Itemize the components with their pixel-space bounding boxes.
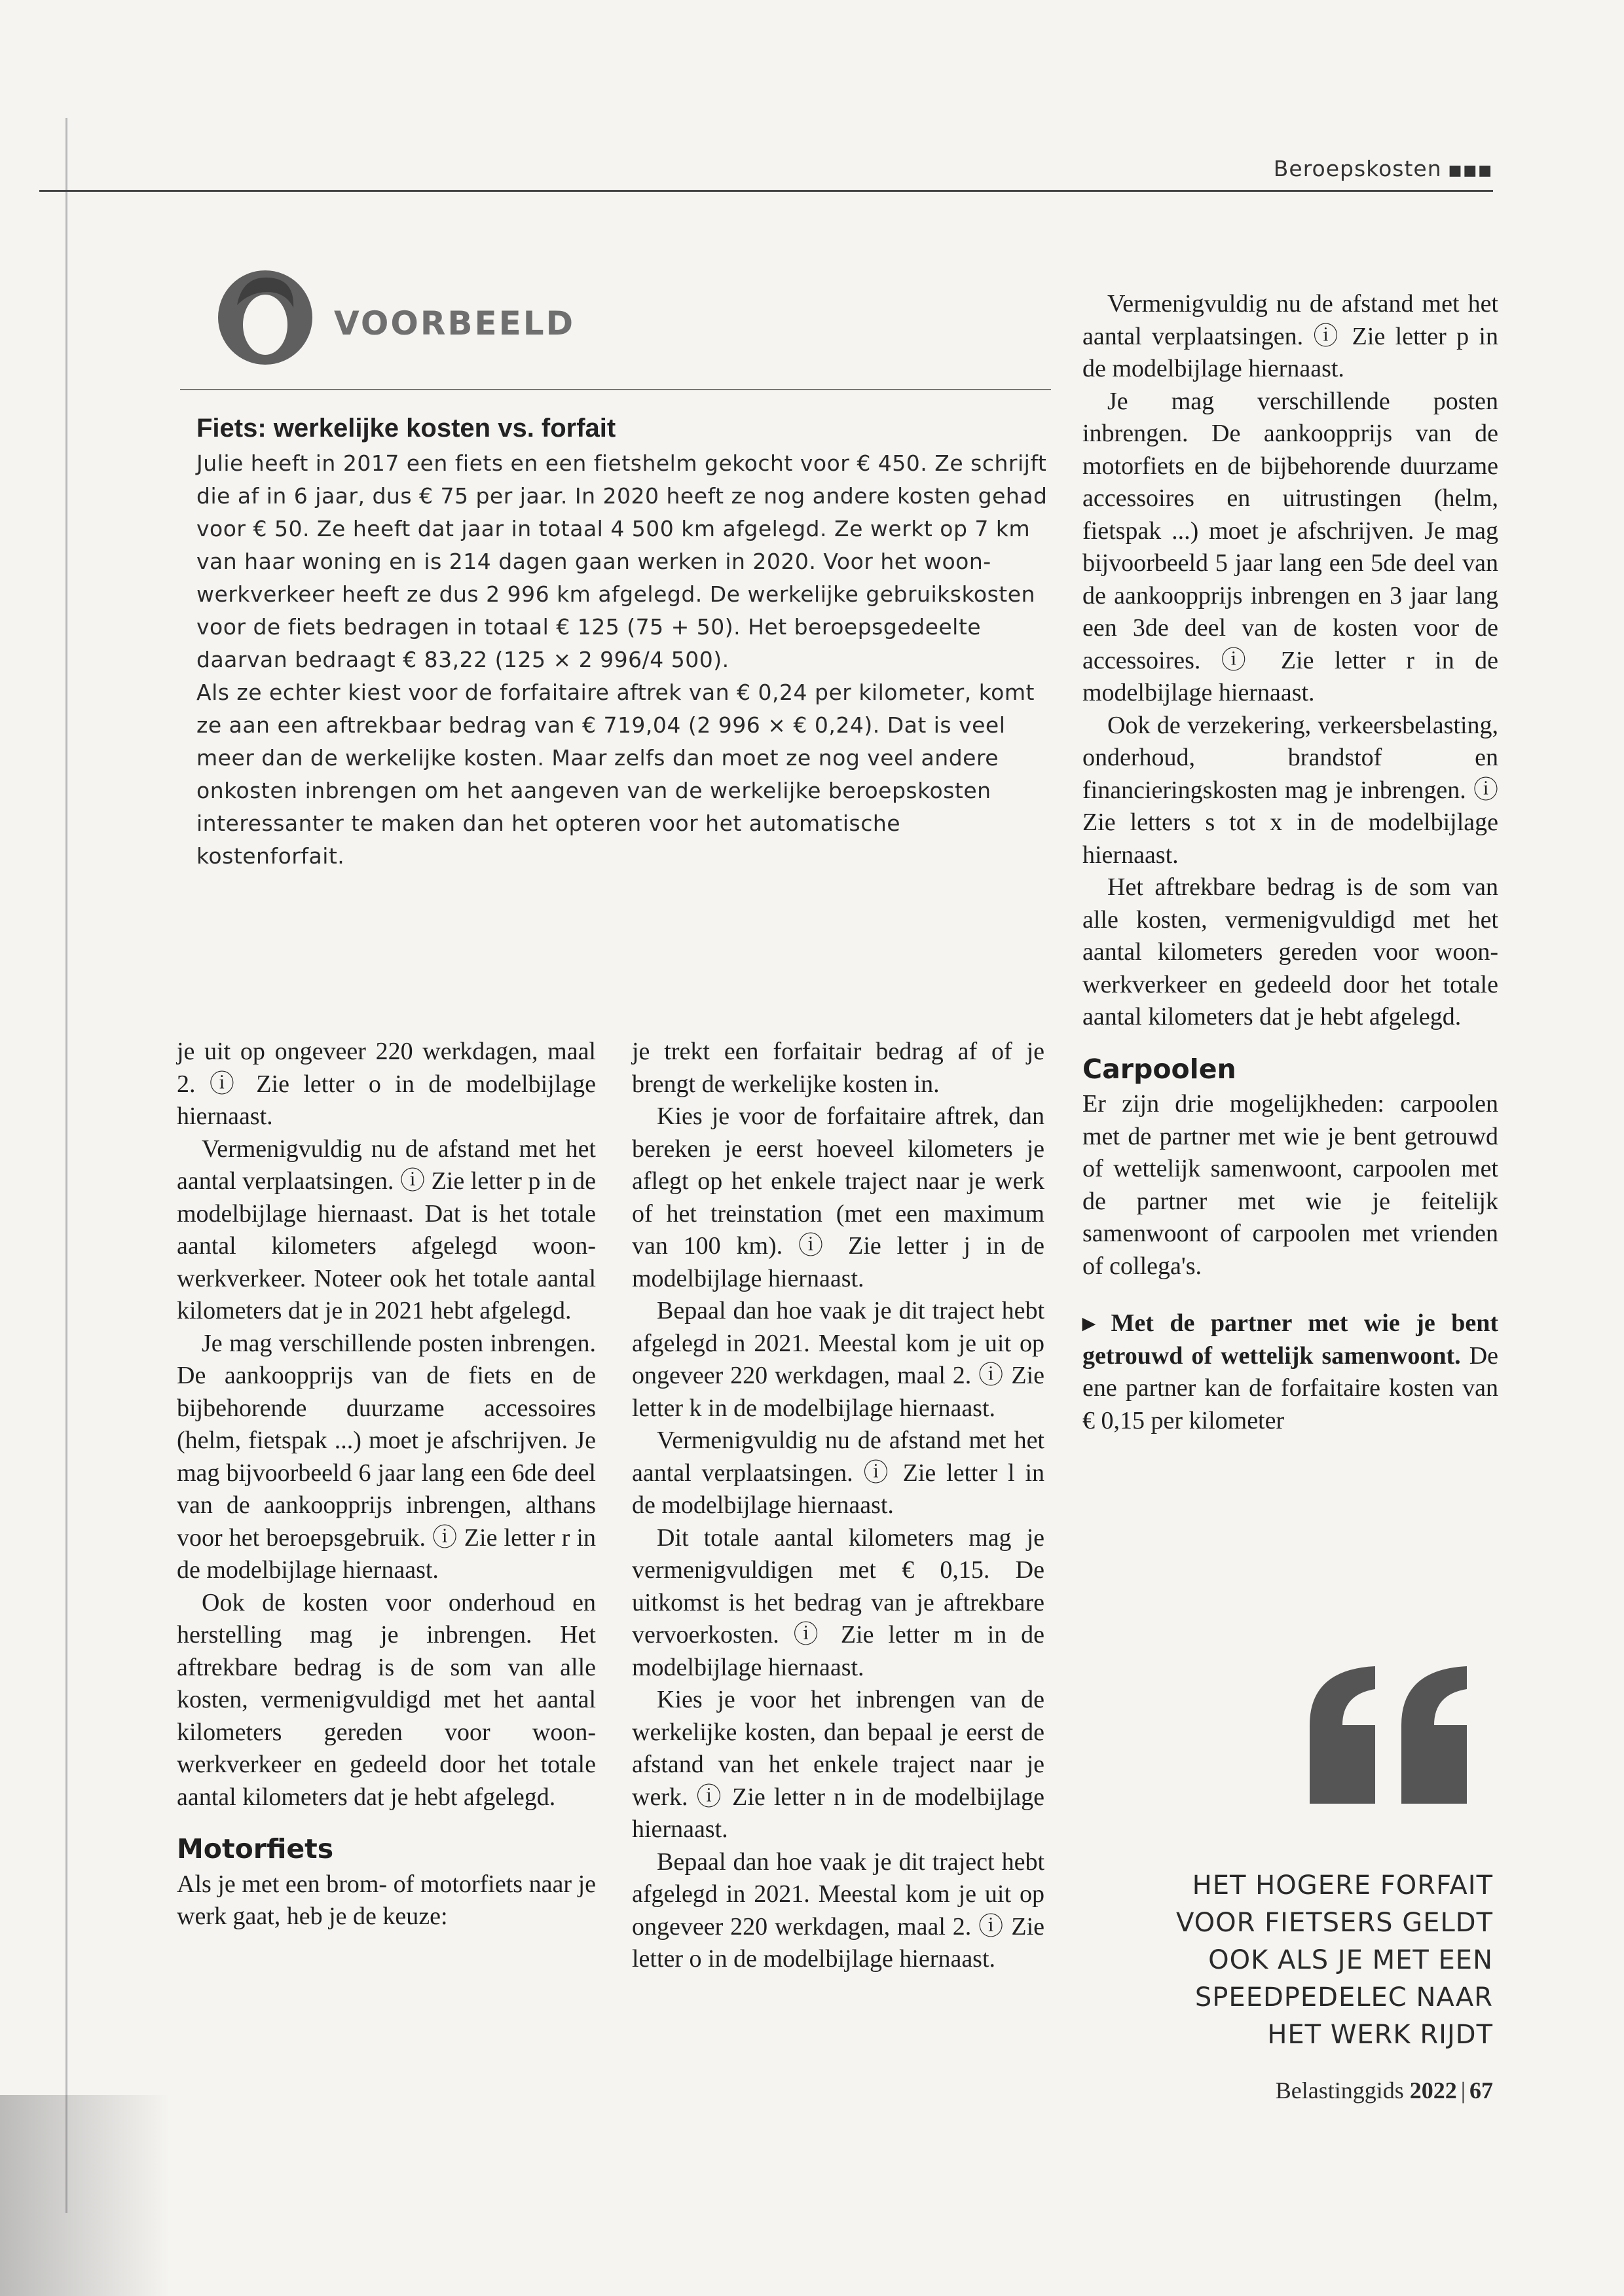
pull-quote-line: HET WERK RIJDT xyxy=(1267,2020,1493,2050)
pull-quote-line: VOOR FIETSERS GELDT xyxy=(1176,1908,1493,1938)
paragraph: Het aftrekbare bedrag is de som van alle kosten, vermenigvuldigd met het aantal kilometers gereden voor woon-werkverkeer en gedeeld door het totale aantal kilometers dat je hebt afgelegd. xyxy=(1082,873,1498,1030)
paragraph: Vermenigvuldig nu de afstand met het aantal verplaatsingen. ⓘ Zie letter l in de modelbijlage hiernaast. xyxy=(632,1427,1044,1519)
binding-edge xyxy=(65,118,67,2213)
paragraph: Kies je voor de forfaitaire aftrek, dan bereken je eerst hoeveel kilometers je aflegt op het enkele traject naar je werk of het treinstation (met een maximum van 100 km). ⓘ Zie letter j in de modelbijlage hiernaast. xyxy=(632,1102,1044,1292)
text-column-1 xyxy=(177,1036,596,1933)
example-paragraph: Als ze echter kiest voor de forfaitaire aftrek van € 0,24 per kilometer, komt ze aan een aftrekbaar bedrag van € 719,04 (2 996 × € 0,24). Dat is veel meer dan de werkelijke kosten. Maar zelfs dan moet ze nog veel andere onkosten inbrengen om het aangeven van de werkelijke beroepskosten interessanter te maken dan het opteren voor het automatische kostenforfait. xyxy=(196,680,1035,869)
paragraph: je uit op ongeveer 220 werkdagen, maal 2. ⓘ Zie letter o in de modelbijlage hiernaast. xyxy=(177,1038,596,1130)
paragraph: Kies je voor het inbrengen van de werkelijke kosten, dan bepaal je eerst de afstand van het enkele traject naar je werk. ⓘ Zie letter n in de modelbijlage hiernaast. xyxy=(632,1686,1044,1843)
lead-text: De ene partner kan de forfaitaire kosten van € 0,15 per kilometer xyxy=(1082,1341,1498,1434)
paragraph: Als je met een brom- of motorfiets naar je werk gaat, heb je de keuze: xyxy=(177,1870,596,1930)
footer-separator: | xyxy=(1460,2077,1466,2104)
lead-in: ▸ Met de partner met wie je bent getrouwd of wettelijk samenwoont. xyxy=(1082,1309,1498,1370)
section-marker: ■■■ xyxy=(1448,162,1493,179)
paragraph: Je mag verschillende posten inbrengen. De aankoopprijs van de fiets en de bijbehorende duurzame accessoires (helm, fietspak ...) moet je afschrijven. Je mag bijvoorbeeld 6 jaar lang een 6de deel van de aankoopprijs inbrengen, althans voor het beroepsgebruik. ⓘ Zie letter r in de modelbijlage hiernaast. xyxy=(177,1329,596,1584)
paragraph: Je mag verschillende posten inbrengen. De aankoopprijs van de motorfiets en de bijbehorende duurzame accessoires en uitrustingen (helm, fietspak ...) moet je afschrijven. Je mag bijvoorbeeld 5 jaar lang een 5de deel van de aankoopprijs inbrengen en 3 jaar lang een 3de deel van de kosten voor de accessoires. ⓘ Zie letter r in de modelbijlage hiernaast. xyxy=(1082,387,1498,706)
publication-name: Belastinggids xyxy=(1275,2077,1404,2104)
paragraph: Vermenigvuldig nu de afstand met het aantal verplaatsingen. ⓘ Zie letter p in de modelbijlage hiernaast. xyxy=(1082,290,1498,382)
paragraph: Dit totale aantal kilometers mag je vermenigvuldigen met € 0,15. De uitkomst is het bedrag van je aftrekbare vervoerkosten. ⓘ Zie letter m in de modelbijlage hiernaast. xyxy=(632,1523,1044,1681)
text-column-3 xyxy=(1082,288,1498,1437)
page-footer xyxy=(1276,2077,1493,2104)
subheading-motorfiets: Motorfiets xyxy=(177,1833,334,1865)
paragraph: je trekt een forfaitair bedrag af of je brengt de werkelijke kosten in. xyxy=(632,1038,1044,1098)
example-paragraph: Julie heeft in 2017 een fiets en een fietshelm gekocht voor € 450. Ze schrijft die af in 6 jaar, dus € 75 per jaar. In 2020 heeft ze nog andere kosten gehad voor € 50. Ze heeft dat jaar in totaal 4 500 km afgelegd. Ze werkt op 7 km van haar woning en is 214 dagen gaan werken in 2020. Voor het woon-werkverkeer heeft ze dus 2 996 km afgelegd. De werkelijke gebruikskosten voor de fiets bedragen in totaal € 125 (75 + 50). Het beroepsgedeelte daarvan bedraagt € 83,22 (125 × 2 996/4 500). xyxy=(196,450,1048,672)
paragraph: Er zijn drie mogelijkheden: carpoolen met de partner met wie je bent getrouwd of wettelijk samenwoont, carpoolen met de partner met wie je feitelijk samenwoont of carpoolen met vrienden of collega's. xyxy=(1082,1090,1498,1280)
page-number: 67 xyxy=(1469,2077,1493,2104)
pull-quote xyxy=(1113,1867,1493,2054)
header-rule xyxy=(39,190,1493,192)
paragraph: Bepaal dan hoe vaak je dit traject hebt afgelegd in 2021. Meestal kom je uit op ongeveer 220 werkdagen, maal 2. ⓘ Zie letter k in de modelbijlage hiernaast. xyxy=(632,1297,1044,1422)
pull-quote-line: HET HOGERE FORFAIT xyxy=(1192,1870,1493,1901)
scan-shadow xyxy=(0,2095,170,2296)
pull-quote-line: SPEEDPEDELEC NAAR xyxy=(1194,1982,1493,2013)
text-column-2 xyxy=(632,1036,1044,1976)
example-box xyxy=(196,414,1048,873)
quote-mark-icon xyxy=(1303,1663,1477,1807)
paragraph: Ook de kosten voor onderhoud en herstelling mag je inbrengen. Het aftrekbare bedrag is de som van alle kosten, vermenigvuldigd met het aantal kilometers gereden voor woon-werkverkeer en gedeeld door het totale aantal kilometers dat je hebt afgelegd. xyxy=(177,1588,596,1811)
example-header xyxy=(216,268,1054,367)
example-label: VOORBEELD xyxy=(334,304,576,342)
section-title: Beroepskosten xyxy=(1273,156,1442,181)
subheading-carpoolen: Carpoolen xyxy=(1082,1053,1236,1085)
pull-quote-line: OOK ALS JE MET EEN xyxy=(1208,1945,1493,1975)
example-title: Fiets: werkelijke kosten vs. forfait xyxy=(196,414,616,443)
person-silhouette-icon xyxy=(216,268,314,367)
example-rule xyxy=(180,389,1051,390)
paragraph: Bepaal dan hoe vaak je dit traject hebt afgelegd in 2021. Meestal kom je uit op ongeveer 220 werkdagen, maal 2. ⓘ Zie letter o in de modelbijlage hiernaast. xyxy=(632,1848,1044,1973)
paragraph: Vermenigvuldig nu de afstand met het aantal verplaatsingen. ⓘ Zie letter p in de modelbijlage hiernaast. Dat is het totale aantal kilometers afgelegd woon-werkverkeer. Noteer ook het totale aantal kilometers dat je in 2021 hebt afgelegd. xyxy=(177,1135,596,1324)
running-head xyxy=(1274,156,1493,181)
publication-year: 2022 xyxy=(1409,2077,1457,2104)
paragraph xyxy=(1082,1307,1498,1437)
paragraph: Ook de verzekering, verkeersbelasting, onderhoud, brandstof en financieringskosten mag je inbrengen. ⓘ Zie letters s tot x in de modelbijlage hiernaast. xyxy=(1082,711,1498,869)
